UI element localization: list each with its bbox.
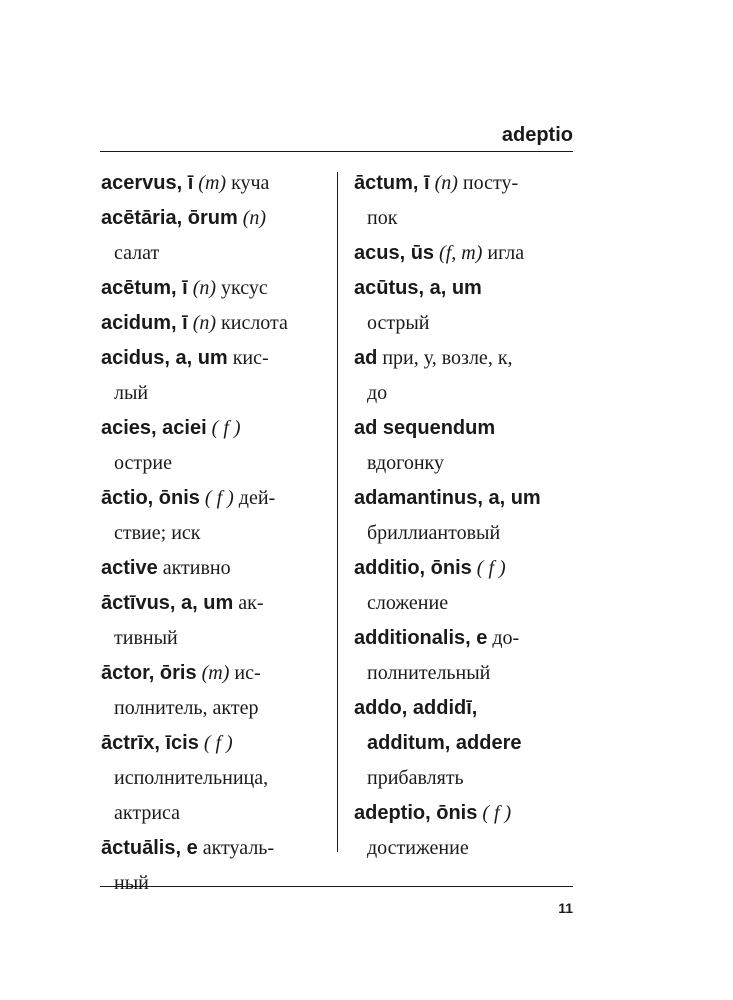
headword: active [101,557,158,579]
page-number: 11 [558,900,573,916]
translation: прибавлять [367,767,464,789]
grammar-tag: (n) [434,172,458,194]
translation: бриллиантовый [367,522,501,544]
entry-line [354,411,576,446]
headword: adamantinus, a, um [354,487,541,509]
entry-continuation-line [354,376,576,411]
translation: пок [367,207,398,229]
entry-line [101,411,329,446]
entry-line [354,691,576,726]
entry-line [101,481,329,516]
entry-continuation-line [354,761,576,796]
translation: полнитель, актер [114,697,259,719]
grammar-tag: (n) [192,277,217,299]
translation: дей- [238,487,276,509]
translation: при, у, возле, к, [382,347,513,369]
grammar-tag: ( f ) [203,732,233,754]
headword: additionalis, e [354,627,488,649]
left-column [101,166,329,901]
translation: острый [367,312,430,334]
entry-line [101,341,329,376]
entry-continuation-line [101,516,329,551]
headword: āctīvus, a, um [101,592,234,614]
column-divider [337,172,338,852]
grammar-tag: ( f ) [476,557,506,579]
headword: acētum, ī [101,277,188,299]
grammar-tag: (m) [198,172,227,194]
translation: посту- [462,172,519,194]
headword: āctor, ōris [101,662,197,684]
header-rule [100,151,573,152]
entry-continuation-line [101,761,329,796]
entry-line [354,551,576,586]
grammar-tag: (f, m) [439,242,483,264]
headword: acus, ūs [354,242,435,264]
translation: ствие; иск [114,522,201,544]
translation: вдогонку [367,452,444,474]
entry-continuation-line [354,201,576,236]
translation: активно [162,557,231,579]
translation: острие [114,452,172,474]
entry-line [354,726,576,761]
translation: игла [487,242,525,264]
entry-continuation-line [101,691,329,726]
translation: актриса [114,802,181,824]
headword: acidus, a, um [101,347,228,369]
entry-line [101,166,329,201]
entry-continuation-line [101,376,329,411]
translation: ный [114,872,149,894]
headword: āctum, ī [354,172,430,194]
entry-line [101,586,329,621]
entry-continuation-line [354,516,576,551]
translation: уксус [221,277,268,299]
entry-line [101,306,329,341]
headword: āctio, ōnis [101,487,200,509]
headword: acervus, ī [101,172,194,194]
grammar-tag: (n) [242,207,267,229]
entry-continuation-line [101,866,329,901]
entry-continuation-line [354,656,576,691]
entry-continuation-line [354,446,576,481]
headword: acūtus, a, um [354,277,482,299]
translation: сложение [367,592,449,614]
entry-line [354,166,576,201]
headword: acies, aciei [101,417,207,439]
headword: acētāria, ōrum [101,207,238,229]
translation: актуаль- [202,837,275,859]
entry-continuation-line [101,446,329,481]
right-column [354,166,576,866]
grammar-tag: ( f ) [204,487,234,509]
entry-line [101,551,329,586]
headword: āctuālis, e [101,837,198,859]
headword: acidum, ī [101,312,188,334]
entry-line [354,271,576,306]
entry-line [354,621,576,656]
headword: additum, addere [367,732,522,754]
entry-continuation-line [101,796,329,831]
entry-line [354,236,576,271]
translation: полнительный [367,662,491,684]
entry-continuation-line [101,236,329,271]
translation: до [367,382,388,404]
grammar-tag: ( f ) [482,802,512,824]
grammar-tag: (m) [201,662,230,684]
entry-line [101,271,329,306]
headword: ad sequendum [354,417,496,439]
translation: кислота [221,312,288,334]
entry-line [101,656,329,691]
entry-line [101,726,329,761]
headword: addo, addidī, [354,697,478,719]
entry-line [354,341,576,376]
translation: ак- [238,592,264,614]
translation: исполнительница, [114,767,269,789]
entry-line [354,796,576,831]
headword: āctrīx, īcis [101,732,199,754]
grammar-tag: ( f ) [211,417,241,439]
headword: additio, ōnis [354,557,472,579]
translation: салат [114,242,160,264]
translation: достижение [367,837,469,859]
translation: до- [492,627,520,649]
entry-continuation-line [354,586,576,621]
running-head: adeptio [501,124,573,146]
entry-line [101,831,329,866]
translation: куча [231,172,270,194]
entry-continuation-line [354,831,576,866]
translation: тивный [114,627,178,649]
grammar-tag: (n) [192,312,217,334]
translation: лый [114,382,149,404]
headword: adeptio, ōnis [354,802,478,824]
translation: кис- [232,347,269,369]
footer-rule [100,886,573,887]
headword: ad [354,347,378,369]
entry-line [354,481,576,516]
entry-line [101,201,329,236]
translation: ис- [234,662,261,684]
entry-continuation-line [101,621,329,656]
entry-continuation-line [354,306,576,341]
